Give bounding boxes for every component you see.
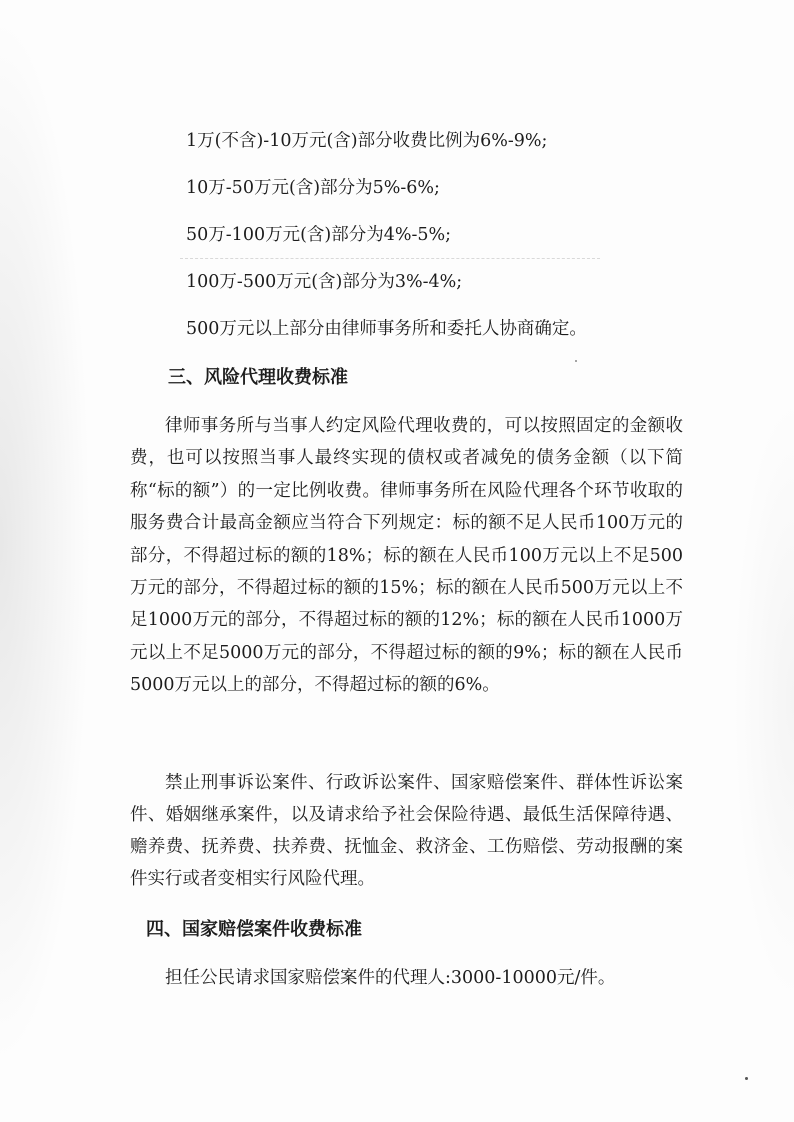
section-4-heading: 四、国家赔偿案件收费标准 <box>146 919 362 940</box>
fee-bracket-4: 100万-500万元(含)部分为3%-4%; <box>186 272 463 292</box>
section-3-paragraph-2: 禁止刑事诉讼案件、行政诉讼案件、国家赔偿案件、群体性诉讼案件、婚姻继承案件，以及请求给予社会保险待遇、最低生活保障待遇、赡养费、抚养费、扶养费、抚恤金、救济金、工伤赔偿、劳动报酬的案件实行或者变相实行风险代理。 <box>130 773 683 889</box>
section-3-heading: 三、风险代理收费标准 <box>168 367 348 388</box>
scan-speck <box>575 360 577 362</box>
scan-speck <box>745 1077 748 1080</box>
scan-artifact-line <box>180 258 600 259</box>
fee-bracket-1: 1万(不含)-10万元(含)部分收费比例为6%-9%; <box>186 131 548 151</box>
fee-bracket-3: 50万-100万元(含)部分为4%-5%; <box>186 225 452 245</box>
section-3-paragraph-1: 律师事务所与当事人约定风险代理收费的，可以按照固定的金额收费，也可以按照当事人最终实现的债权或者减免的债务金额（以下简称“标的额”）的一定比例收费。律师事务所在风险代理各个环节收取的服务费合计最高金额应当符合下列规定：标的额不足人民币100万元的部分，不得超过标的额的18%；标的额在人民币100万元以上不足500万元的部分，不得超过标的额的15%；标的额在人民币500万元以上不足1000万元的部分，不得超过标的额的12%；标的额在人民币1000万元以上不足5000万元的部分，不得超过标的额的9%；标的额在人民币5000万元以上的部分，不得超过标的额的6%。 <box>130 416 683 696</box>
section-4-paragraph-1: 担任公民请求国家赔偿案件的代理人:3000-10000元/件。 <box>165 968 616 988</box>
fee-bracket-5: 500万元以上部分由律师事务所和委托人协商确定。 <box>186 319 587 339</box>
fee-bracket-2: 10万-50万元(含)部分为5%-6%; <box>186 178 440 198</box>
